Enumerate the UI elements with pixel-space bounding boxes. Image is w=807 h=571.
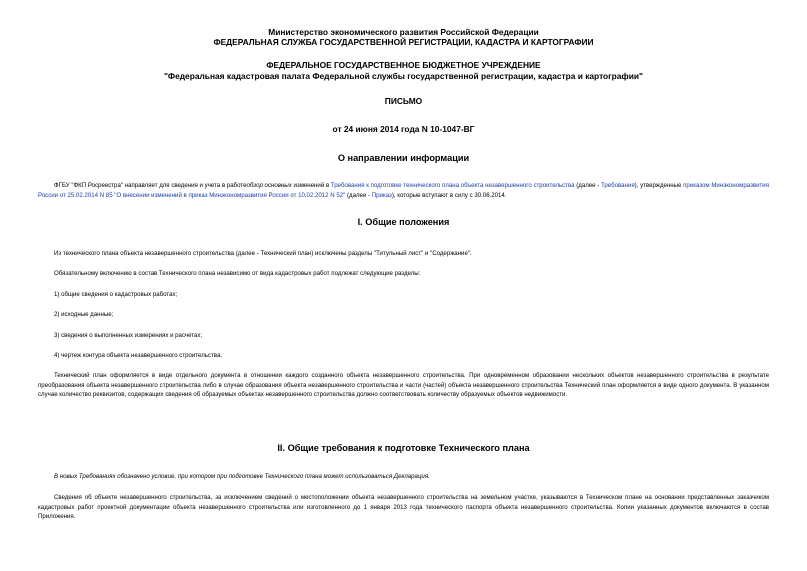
section1-heading: I. Общие положения (357, 217, 450, 227)
section1-paragraph-3: Технический план оформляется в виде отдельного документа в отношении каждого созданного объекта незавершенного строительства. При одновременном образовании нескольких объектов незавершенного строительства в результате преобразования объекта незавершенного строительства либо в случае образования объекта незавершенного строительства и части (частей) объекта незавершенного строительства Технический план оформляется в виде одного документа. В указанном случае количество реквизитов, содержащих сведения об образуемых объектах незавершенного строительства должно соответствовать количеству образуемых объектов недвижимости. (38, 372, 769, 399)
link-order-85[interactable]: приказом Минэкономразвития России от 25.02.2014 N 85 "О внесении изменений в приказ Минэкономразвития России от 10.02.2012 N 52" (38, 182, 770, 199)
doc-type: ПИСЬМО (384, 96, 423, 106)
section1-paragraph-2: Обязательному включению в состав Технического плана независимо от вида кадастровых работ подлежат следующие разделы: (54, 270, 421, 277)
list-item: 1) общие сведения о кадастровых работах; (54, 291, 178, 298)
ministry-name: Министерство экономического развития Российской Федерации (268, 27, 539, 37)
doc-date: от 24 июня 2014 года N 10-1047-ВГ (332, 124, 475, 134)
link-requirements[interactable]: Требования к подготовке технического плана объекта незавершенного строительства (330, 182, 575, 189)
list-item: 2) исходные данные; (54, 311, 114, 318)
intro-paragraph: ФГБУ "ФКП Росреестра" направляет для сведения и учета в работеобзор основных изменений в Требования к подготовке технического плана объекта незавершенного строительства (далее - Требования), утвержденные приказом Минэкономразвития России от 25.02.2014 N 85 "О внесении изменений в приказ Минэкономразвития России от 10.02.2012 N 52" (далее - Приказ), которые вступают в силу с 30.06.2014. (38, 182, 770, 199)
list-item: 3) сведения о выполненных измерениях и расчетах; (54, 332, 203, 339)
section2-heading: II. Общие требования к подготовке Технического плана (277, 443, 530, 453)
list-item: 4) чертеж контура объекта незавершенного строительства. (54, 352, 223, 359)
link-requirements-short[interactable]: Требования (601, 182, 635, 189)
link-order-short[interactable]: Приказ (371, 191, 392, 199)
chamber-name: "Федеральная кадастровая палата Федеральной службы государственной регистрации, кадастра и картографии" (163, 71, 644, 81)
section1-paragraph-1: Из технического плана объекта незавершенного строительства (далее - Технический план) исключены разделы "Титульный лист" и "Содержание". (54, 250, 472, 257)
institution-name: ФЕДЕРАЛЬНОЕ ГОСУДАРСТВЕННОЕ БЮДЖЕТНОЕ УЧРЕЖДЕНИЕ (266, 60, 541, 70)
section2-italic-note: В новых Требованиях обозначено условие, при котором при подготовке Технического плана может использоваться Декларация. (54, 473, 430, 480)
service-name: ФЕДЕРАЛЬНАЯ СЛУЖБА ГОСУДАРСТВЕННОЙ РЕГИСТРАЦИИ, КАДАСТРА И КАРТОГРАФИИ (213, 37, 594, 47)
intro-italic: обзор основных (246, 182, 292, 189)
doc-title: О направлении информации (337, 153, 470, 163)
section2-paragraph-2: Сведения об объекте незавершенного строительства, за исключением сведений о местоположении объекта незавершенного строительства на земельном участке, указываются в Техническом плане на основании представленных заказчиком кадастровых работ проектной документации объекта незавершенного строительства или изготовленного до 1 января 2013 года технического паспорта объекта незавершенного строительства. Копии указанных документов включаются в состав Приложения. (38, 494, 769, 521)
